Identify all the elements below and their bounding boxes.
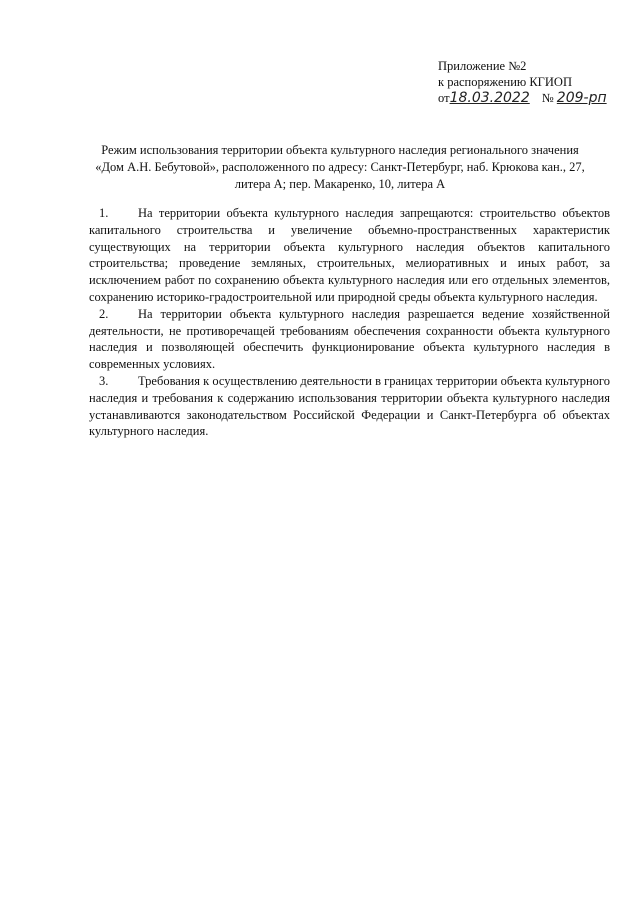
document-title [70, 142, 610, 193]
number-prefix: № [541, 91, 554, 105]
paragraph-text: Требования к осуществлению деятельности в границах территории объекта культурного наследия и требования к содержанию использования территории объекта культурного наследия устанавливаются законодательством Российской Федерации и Санкт-Петербурга об объектах культурного наследия. [89, 373, 610, 439]
handwritten-number: 209-рп [556, 90, 607, 106]
appendix-date-number [438, 90, 607, 106]
paragraph-3 [89, 373, 610, 440]
title-line-3: литера А; пер. Макаренко, 10, литера А [234, 177, 446, 191]
title-line-1: Режим использования территории объекта культурного наследия регионального значения [101, 143, 579, 157]
handwritten-date: 18.03.2022 [449, 90, 530, 106]
appendix-header [438, 58, 607, 106]
title-line-2: «Дом А.Н. Бебутовой», расположенного по адресу: Санкт-Петербург, наб. Крюкова кан., 27, [95, 160, 585, 174]
date-prefix: от [438, 91, 450, 105]
paragraph-number: 2. [99, 306, 109, 321]
paragraph-2 [89, 306, 610, 373]
document-body [89, 205, 610, 440]
paragraph-number: 3. [99, 373, 109, 388]
appendix-reference: к распоряжению КГИОП [438, 75, 572, 89]
paragraph-number: 1. [99, 206, 109, 220]
appendix-title: Приложение №2 [438, 59, 527, 73]
paragraph-text: На территории объекта культурного наследия запрещаются: строительство объектов капитального строительства и увеличение объемно-пространственных характеристик существующих на территории объекта культурного наследия объектов капитального строительства; проведение земляных, строительных, мелиоративных и иных работ, за исключением работ по сохранению объекта культурного наследия или его отдельных элементов, сохранению историко-градостроительной или природной среды объекта культурного наследия. [89, 206, 610, 304]
paragraph-1 [89, 205, 610, 306]
paragraph-text: На территории объекта культурного наследия разрешается ведение хозяйственной деятельности, не противоречащей требованиям обеспечения сохранности объекта культурного наследия и позволяющей обеспечить функционирование объекта культурного наследия в современных условиях. [89, 306, 610, 372]
